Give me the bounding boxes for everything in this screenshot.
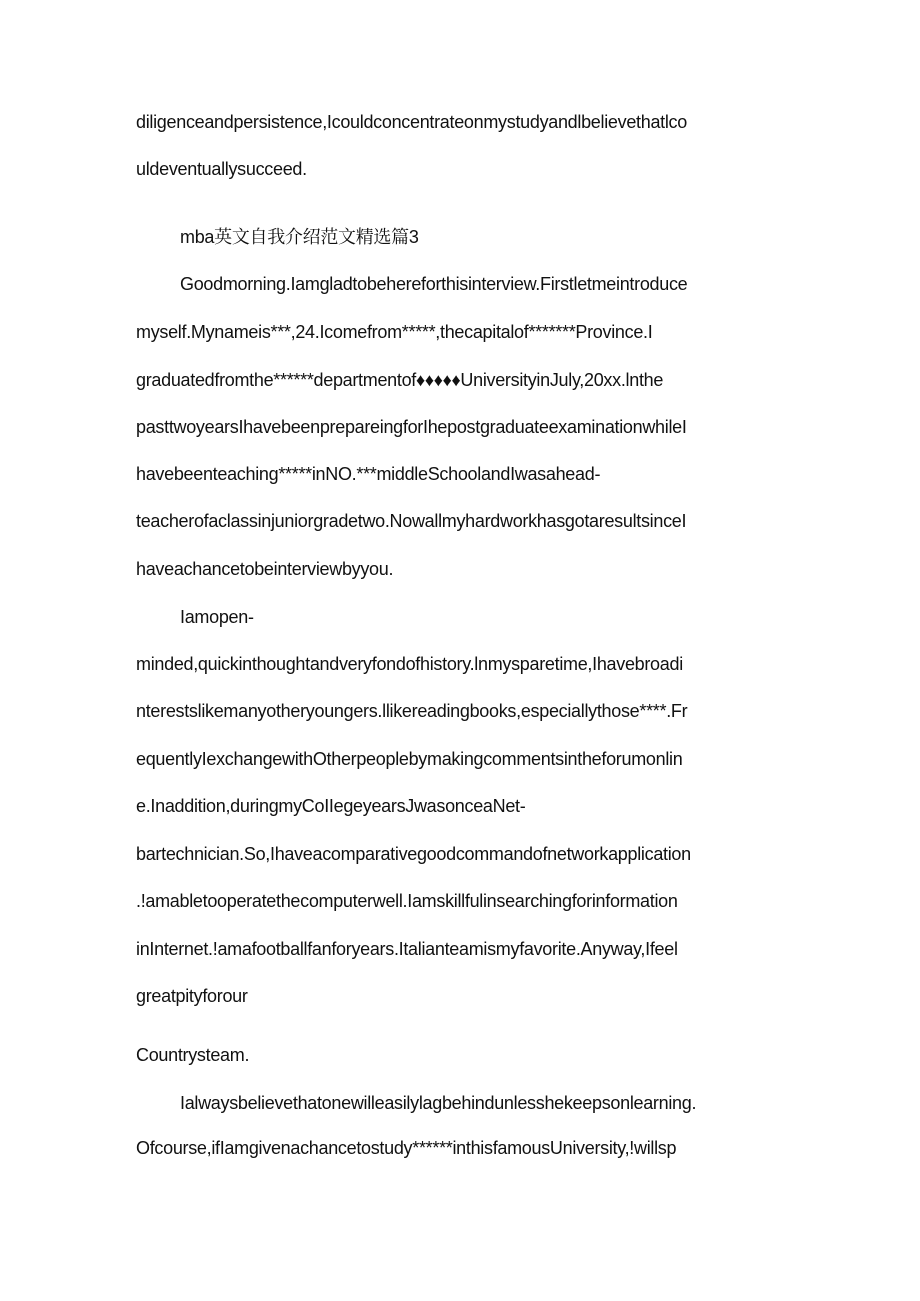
text-line: uldeventuallysucceed. <box>136 159 307 179</box>
text-line: Ofcourse,ifIamgivenachancetostudy******inthisfamousUniversity,!willsp <box>136 1138 677 1158</box>
text-line: bartechnician.So,Ihaveacomparativegoodcommandofnetworkapplication <box>136 844 691 864</box>
text-line: havebeenteaching*****inNO.***middleSchoolandIwasahead- <box>136 464 601 484</box>
text-line: nterestslikemanyotheryoungers.llikereadingbooks,especiallythose****.Fr <box>136 701 688 721</box>
text-line: Iamopen- <box>180 607 254 627</box>
text-line: equentlyIexchangewithOtherpeoplebymakingcommentsintheforumonlin <box>136 749 683 769</box>
text-line: minded,quickinthoughtandveryfondofhistory.lnmysparetime,Ihavebroadi <box>136 654 683 674</box>
text-line: teacherofaclassinjuniorgradetwo.NowallmyhardworkhasgotaresultsinceI <box>136 511 687 531</box>
text-line: haveachancetobeinterviewbyyou. <box>136 559 394 579</box>
text-line: Countrysteam. <box>136 1045 250 1065</box>
text-line: e.Inaddition,duringmyCoIIegeyearsJwasonceaNet- <box>136 796 526 816</box>
text-line: graduatedfromthe******departmentof♦♦♦♦♦UniversityinJuly,20xx.lnthe <box>136 370 664 390</box>
text-line: diligenceandpersistence,Icouldconcentrateonmystudyandlbelievethatlco <box>136 112 687 132</box>
text-line: greatpityforour <box>136 986 248 1006</box>
text-line: .!amabletooperatethecomputerwell.Iamskillfulinsearchingforinformation <box>136 891 678 911</box>
text-line: Ialwaysbelievethatonewilleasilylagbehindunlesshekeepsonlearning. <box>180 1093 697 1113</box>
text-line: inInternet.!amafootballfanforyears.Italianteamismyfavorite.Anyway,Ifeel <box>136 939 678 959</box>
text-line: myself.Mynameis***,24.Icomefrom*****,thecapitalof*******Province.I <box>136 322 653 342</box>
section-heading: mba英文自我介绍范文精选篇3 <box>180 227 419 247</box>
text-line: pasttwoyearsIhavebeenprepareingforIhepostgraduateexaminationwhileI <box>136 417 687 437</box>
text-line: Goodmorning.Iamgladtobehereforthisinterview.Firstletmeintroduce <box>180 274 688 294</box>
